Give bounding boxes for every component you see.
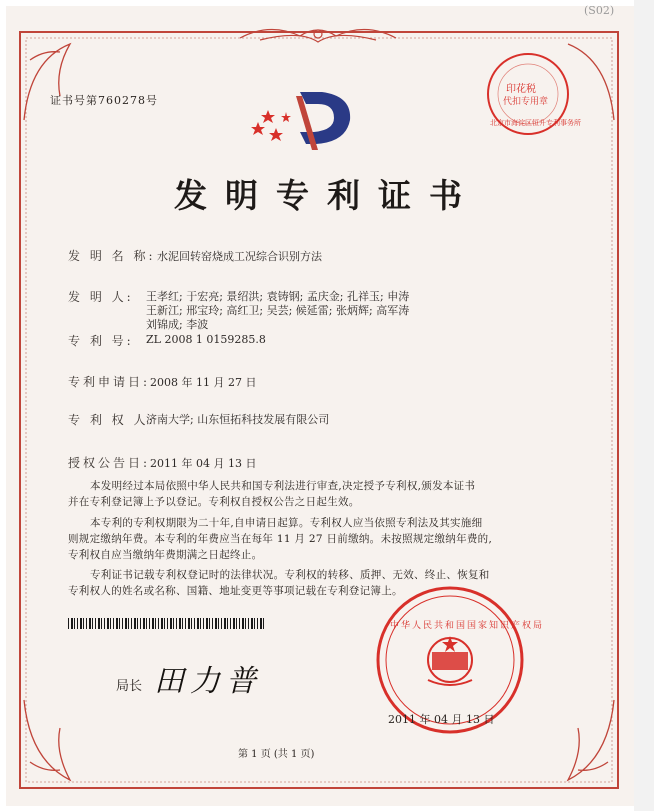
- sipo-logo-icon: [251, 92, 350, 150]
- patentee-value: 济南大学; 山东恒拓科技发展有限公司: [146, 413, 330, 426]
- corner-ornament-tr: [568, 44, 614, 120]
- body-p2-line2: 则规定缴纳年费。本专利的年费应当在每年 11 月 27 日前缴纳。未按照规定缴纳年费的,: [68, 533, 493, 545]
- corner-mark: (S02): [584, 4, 615, 17]
- barcode: [68, 618, 264, 629]
- corner-ornament-br: [568, 700, 614, 780]
- page-indicator: 第 1 页 (共 1 页): [238, 749, 315, 760]
- invention-name-label: 发 明 名 称:: [68, 249, 156, 263]
- certificate-title: 发明专利证书: [174, 176, 480, 215]
- grant-date-value: 2011 年 04 月 13 日: [150, 457, 257, 470]
- body-p2-line1: 本专利的专利权期限为二十年,自申请日起算。专利权人应当依照专利法及其实施细: [90, 517, 483, 529]
- inventors-line1: 王孝红; 于宏亮; 景绍洪; 袁铸钢; 孟庆金; 孔祥玉; 申涛: [146, 290, 410, 303]
- body-p3-line1: 专利证书记载专利权登记时的法律状况。专利权的转移、质押、无效、终止、恢复和: [90, 569, 490, 581]
- certificate-number: 证书号第760278号: [50, 94, 158, 107]
- stamp-line1: 印花税: [506, 84, 536, 95]
- stamp-line2: 代扣专用章: [503, 97, 549, 107]
- seal-date: 2011 年 04 月 13 日: [388, 713, 495, 726]
- patent-number-label: 专 利 号:: [68, 334, 134, 348]
- seal-ring-text: 中华人民共和国国家知识产权局: [390, 621, 545, 631]
- grant-date-label: 授权公告日:: [68, 456, 151, 470]
- signature-name: 田力普: [154, 664, 262, 699]
- inventors-line2: 王新江; 邢宝玲; 高红卫; 吴芸; 候延雷; 张炳辉; 高军涛: [146, 304, 410, 317]
- corner-ornament-bl: [24, 700, 70, 780]
- stamp-ring-text: 北京市海淀区恒升专利事务所: [490, 119, 581, 127]
- patent-number-value: ZL 2008 1 0159285.8: [146, 333, 266, 346]
- inventors-label: 发 明 人:: [68, 290, 134, 304]
- invention-name-value: 水泥回转窑烧成工况综合识别方法: [157, 250, 322, 263]
- body-p3-line2: 专利权人的姓名或名称、国籍、地址变更等事项记载在专利登记簿上。: [68, 585, 403, 597]
- body-p1-line1: 本发明经过本局依照中华人民共和国专利法进行审查,决定授予专利权,颁发本证书: [90, 480, 476, 492]
- body-p2-line3: 专利权自应当缴纳年费期满之日起终止。: [68, 549, 263, 561]
- patentee-label: 专 利 权 人:: [68, 413, 156, 427]
- corner-ornament-tl: [24, 44, 70, 120]
- body-p1-line2: 并在专利登记簿上予以登记。专利权自授权公告之日起生效。: [68, 496, 360, 508]
- filing-date-value: 2008 年 11 月 27 日: [150, 376, 257, 389]
- signature-title: 局长: [116, 679, 143, 694]
- filing-date-label: 专利申请日:: [68, 375, 151, 389]
- inventors-line3: 刘锦成; 李波: [146, 318, 209, 331]
